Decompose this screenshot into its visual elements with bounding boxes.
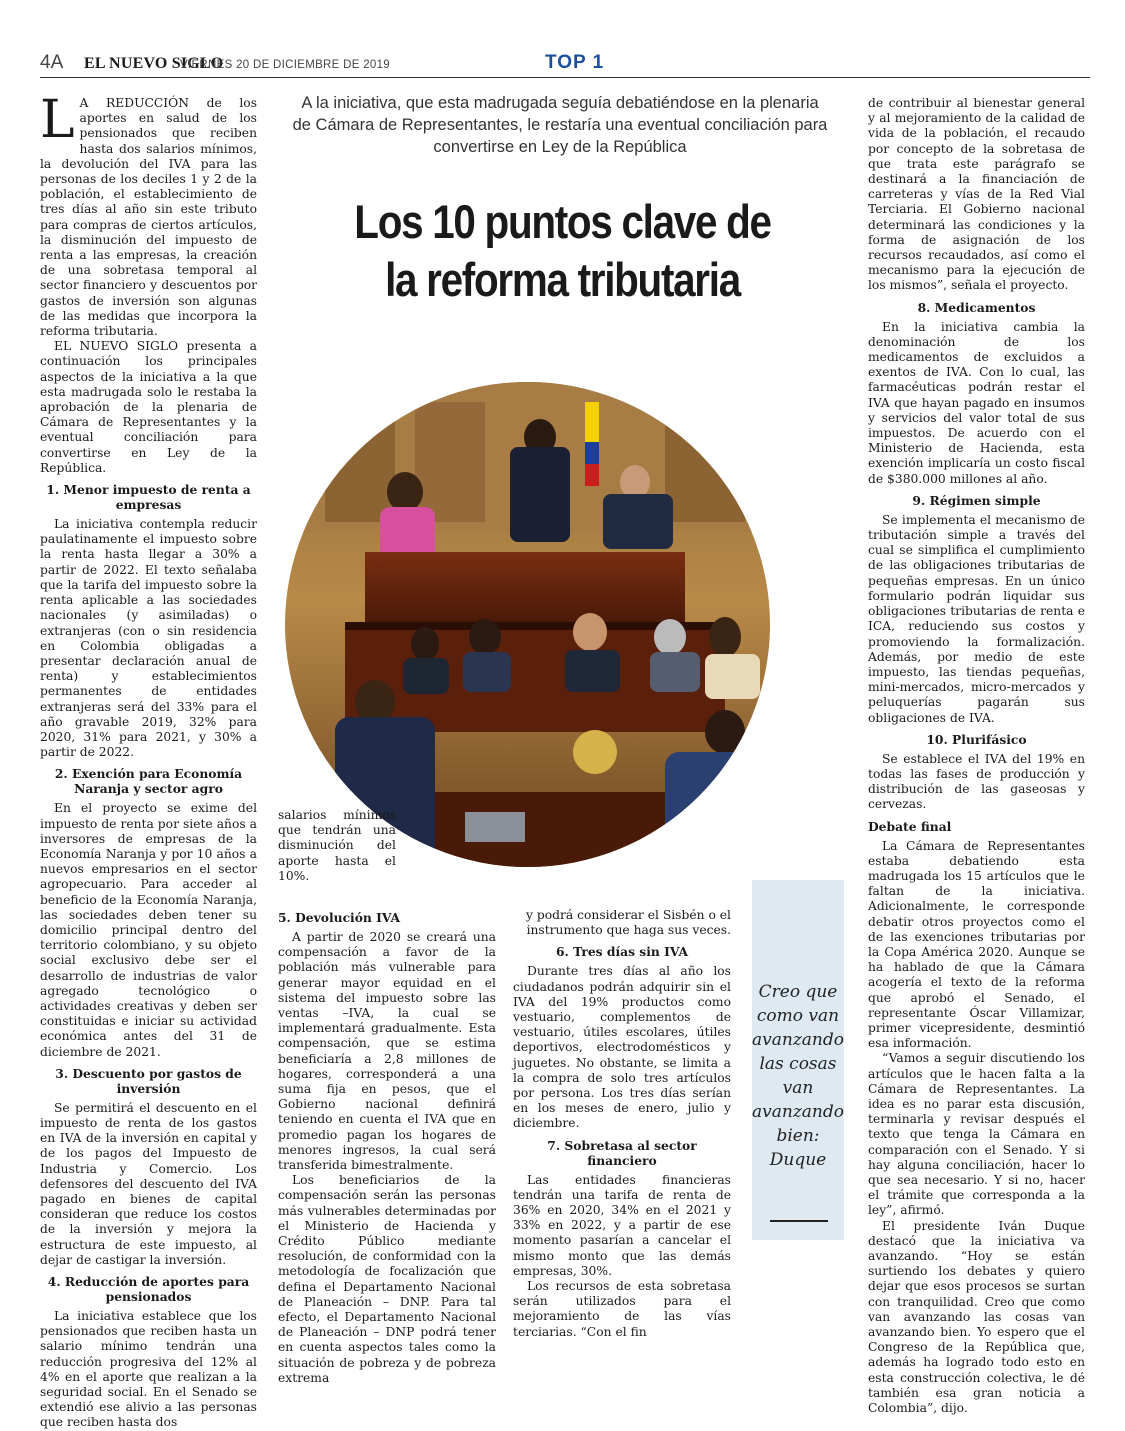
subhead-8: 8. Medicamentos <box>917 299 1036 315</box>
paragraph: EL NUEVO SIGLO presenta a continuación los principales aspectos de la iniciativa a la que esta madrugada solo le restaba la aprobación de la plenaria de Cámara de Representantes y la eventual conciliación para convertirse en Ley de la República. <box>40 339 257 475</box>
headline: Los 10 puntos clave de la reforma tributaria <box>354 195 771 306</box>
subhead-6: 6. Tres días sin IVA <box>555 944 689 960</box>
paragraph: Las entidades financieras tendrán una tarifa de renta de 36% en 2020, 34% en el 2021 y 33% en 2022, y a partir de ese momento pasarían a cancelar el mismo monto que las demás empresas, 30%. <box>513 1172 731 1278</box>
column-2 <box>278 908 496 1386</box>
subhead-10: 10. Plurifásico <box>926 731 1027 747</box>
lead-text: de los aportes en salud de los pensionados que reciben hasta dos salarios mínimos, la devolución del IVA para las personas de los deciles 1 y 2 de la población, el establecimiento de tres días al año sin este tributo para compras de ciertos artículos, la disminución del impuesto de renta a las empresas, la creación de una sobretasa temporal al sector financiero y descuentos por gastos de inversión son algunas de las medidas que incorpora la reforma tributaria. <box>40 96 257 339</box>
deck: A la iniciativa, que esta madrugada seguía debatiéndose en la plenaria de Cámara de Representantes, le restaría una eventual conciliación para convertirse en Ley de la República <box>292 94 828 156</box>
pull-quote: Creo que como van avanzando las cosas van avanzando bien: Duque <box>752 982 844 1170</box>
paragraph: La iniciativa establece que los pensionados que reciben hasta un salario mínimo tendrán una reducción progresiva del 12% al 4% en el aporte que realizan a la seguridad social. En el Senado se extendió ese alivio a las personas que reciben hasta dos <box>40 1309 257 1430</box>
paragraph: “Vamos a seguir discutiendo los artículos que le hacen falta a la Cámara de Representantes. La idea es no parar esta discusión, terminarla y revisar después el texto que tenga la Cámara en comparación con el Senado. Y si hay alguna conciliación, hacer lo que sea necesario. Y si no, hacer el trámite que corresponda a la ley”, afirmó. <box>868 1051 1085 1218</box>
paragraph: Los recursos de esta sobretasa serán utilizados para el mejoramiento de las vías terciarias. “Con el fin <box>513 1279 731 1339</box>
subhead-4: 4. Reducción de aportes para pensionados <box>47 1274 250 1305</box>
subhead-5: 5. Devolución IVA <box>278 910 401 925</box>
congress-photo <box>285 382 770 867</box>
paragraph: Los beneficiarios de la compensación serán las personas más vulnerables determinadas por el Ministerio de Hacienda y Crédito Público mediante resolución, de conformidad con la metodología de focalización que defina el Departamento Nacional de Planeación – DNP. Para tal efecto, el Departamento Nacional de Planeación – DNP podrá tener en cuenta aspectos tales como la situación de pobreza y de pobreza extrema <box>278 1173 496 1385</box>
paragraph: de contribuir al bienestar general y al mejoramiento de la calidad de vida de la población, el recaudo por concepto de la sobretasa de que trata este parágrafo se destinará a la financiación de carreteras y vías de la Red Vial Terciaria. El Gobierno nacional determinará las condiciones y la forma de asignación de los recursos recaudados, así como el mecanismo para la ejecución de los mismos”, señala el proyecto. <box>868 96 1085 293</box>
lead-caps: A REDUCCIÓN <box>79 96 189 110</box>
paragraph: La iniciativa contempla reducir paulatinamente el impuesto sobre la renta hasta llegar a 30% a partir de 2022. El texto señalaba que la tarifa del impuesto sobre la renta aplicable a las sociedades nacionales (y asimiladas) o extranjeras (con o sin residencia en Colombia obligadas a presentar declaración anual de renta) y establecimientos permanentes de entidades extranjeras será del 33% para el año gravable 2019, 32% para 2020, 31% para 2021, y 30% a partir de 2022. <box>40 517 257 760</box>
photo-illustration <box>285 382 770 867</box>
paragraph: A partir de 2020 se creará una compensación a favor de la población más vulnerable para generar mayor equidad en el sistema del impuesto sobre las ventas –IVA, la cual se implementará gradualmente. Esta compensación, que se estima beneficiaría a 2,8 millones de hogares, corresponderá a una suma fija en pesos, que el Gobierno nacional definirá teniendo en cuenta el IVA que en promedio pagan los hogares de menores ingresos, la cual será transferida bimestralmente. <box>278 930 496 1173</box>
paragraph: salarios mínimos que tendrán una disminución del aporte hasta el 10%. <box>278 808 396 883</box>
pull-quote-rule <box>770 1220 828 1222</box>
paragraph: Se implementa el mecanismo de tributación simple a través del cual se simplifica el cumplimiento de las obligaciones tributarias de pequeñas empresas. En un único formulario podrán liquidar sus obligaciones tributarias de renta e ICA, reduciendo sus costos y promoviendo la formalización. Además, por medio de este impuesto, las tiendas pequeñas, mini-mercados, micro-mercados y peluquerías pagarán sus obligaciones de IVA. <box>868 512 1085 725</box>
subhead-9: 9. Régimen simple <box>912 492 1041 508</box>
column-3 <box>513 908 731 1340</box>
column-2-continuation <box>278 808 396 884</box>
paragraph: y podrá considerar el Sisbén o el instrumento que haga sus veces. <box>525 908 731 938</box>
subhead-debate: Debate final <box>868 818 952 834</box>
drop-cap: L <box>40 90 75 150</box>
paragraph: Durante tres días al año los ciudadanos podrán adquirir sin el IVA del 19% productos como vestuario, complementos de vestuario, útiles escolares, útiles deportivos, electrodomésticos y juguetes. No obstante, se limita a la compra de solo tres artículos por persona. Los tres días serían en los meses de enero, julio y diciembre. <box>513 964 731 1131</box>
paragraph: El presidente Iván Duque destacó que la iniciativa va avanzando. “Hoy se están surtiendo los debates y quiero dejar que esos procesos se surtan con tranquilidad. Creo que como van avanzando las cosas van avanzando bien. Yo espero que el Congreso de la República que, además ha logrado todo esto en esta construcción colectiva, le dé también esa gran noticia a Colombia”, dijo. <box>868 1218 1085 1416</box>
subhead-7: 7. Sobretasa al sector financiero <box>547 1137 697 1168</box>
section-label: TOP 1 <box>545 52 605 73</box>
masthead: EL NUEVO SIGLO <box>84 55 224 72</box>
subhead-3: 3. Descuento por gastos de inversión <box>55 1065 242 1096</box>
lead-paragraph <box>40 90 257 339</box>
column-4 <box>868 96 1085 1416</box>
paragraph: Se establece el IVA del 19% en todas las fases de producción y distribución de las gaseosas y cervezas. <box>868 751 1085 812</box>
paragraph: En la iniciativa cambia la denominación de los medicamentos de excluidos a exentos de IVA. Con lo cual, las farmacéuticas podrán restar el IVA que hayan pagado en insumos y servicios del valor total de sus impuestos. De acuerdo con el Ministerio de Hacienda, esta exención implicaría un costo fiscal de $380.000 millones al año. <box>868 319 1085 486</box>
subhead-2: 2. Exención para Economía Naranja y sector agro <box>54 766 243 797</box>
header-rule <box>40 77 1090 78</box>
page-number: 4A <box>40 52 64 73</box>
subhead-1: 1. Menor impuesto de renta a empresas <box>46 482 251 513</box>
paragraph: En el proyecto se exime del impuesto de renta por siete años a inversores de empresas de la Economía Naranja y por 10 años a nuevos empresarios en el sector agropecuario. Para acceder al beneficio de la Economía Naranja, las sociedades deben tener su domicilio principal dentro del territorio colombiano, y su objeto social exclusivo debe ser el desarrollo de industrias de valor agregado tecnológico o actividades creativas y deben ser constituidas e iniciar su actividad económica antes del 31 de diciembre de 2021. <box>40 801 257 1059</box>
paragraph: Se permitirá el descuento en el impuesto de renta de los gastos en IVA de la inversión en capital y de los pagos del Impuesto de Industria y Comercio. Los defensores del descuento del IVA pagado en bienes de capital consideran que reduce los costos de la inversión y mejora la estructura de este impuesto, al dejar de castigar la inversión. <box>40 1100 257 1267</box>
paragraph: La Cámara de Representantes estaba debatiendo esta madrugada los 15 artículos que le faltan de la iniciativa. Adicionalmente, le corresponde debatir otros proyectos como el de las exenciones tributarias por la Copa América 2020. Aunque se ha hablado de que la Cámara acogería el texto de la reforma que aprobó el Senado, el representante Óscar Villamizar, primer vicepresidente, desmintió esa información. <box>868 838 1085 1051</box>
column-1 <box>40 90 257 1431</box>
issue-date: VIERNES 20 DE DICIEMBRE DE 2019 <box>180 59 390 71</box>
